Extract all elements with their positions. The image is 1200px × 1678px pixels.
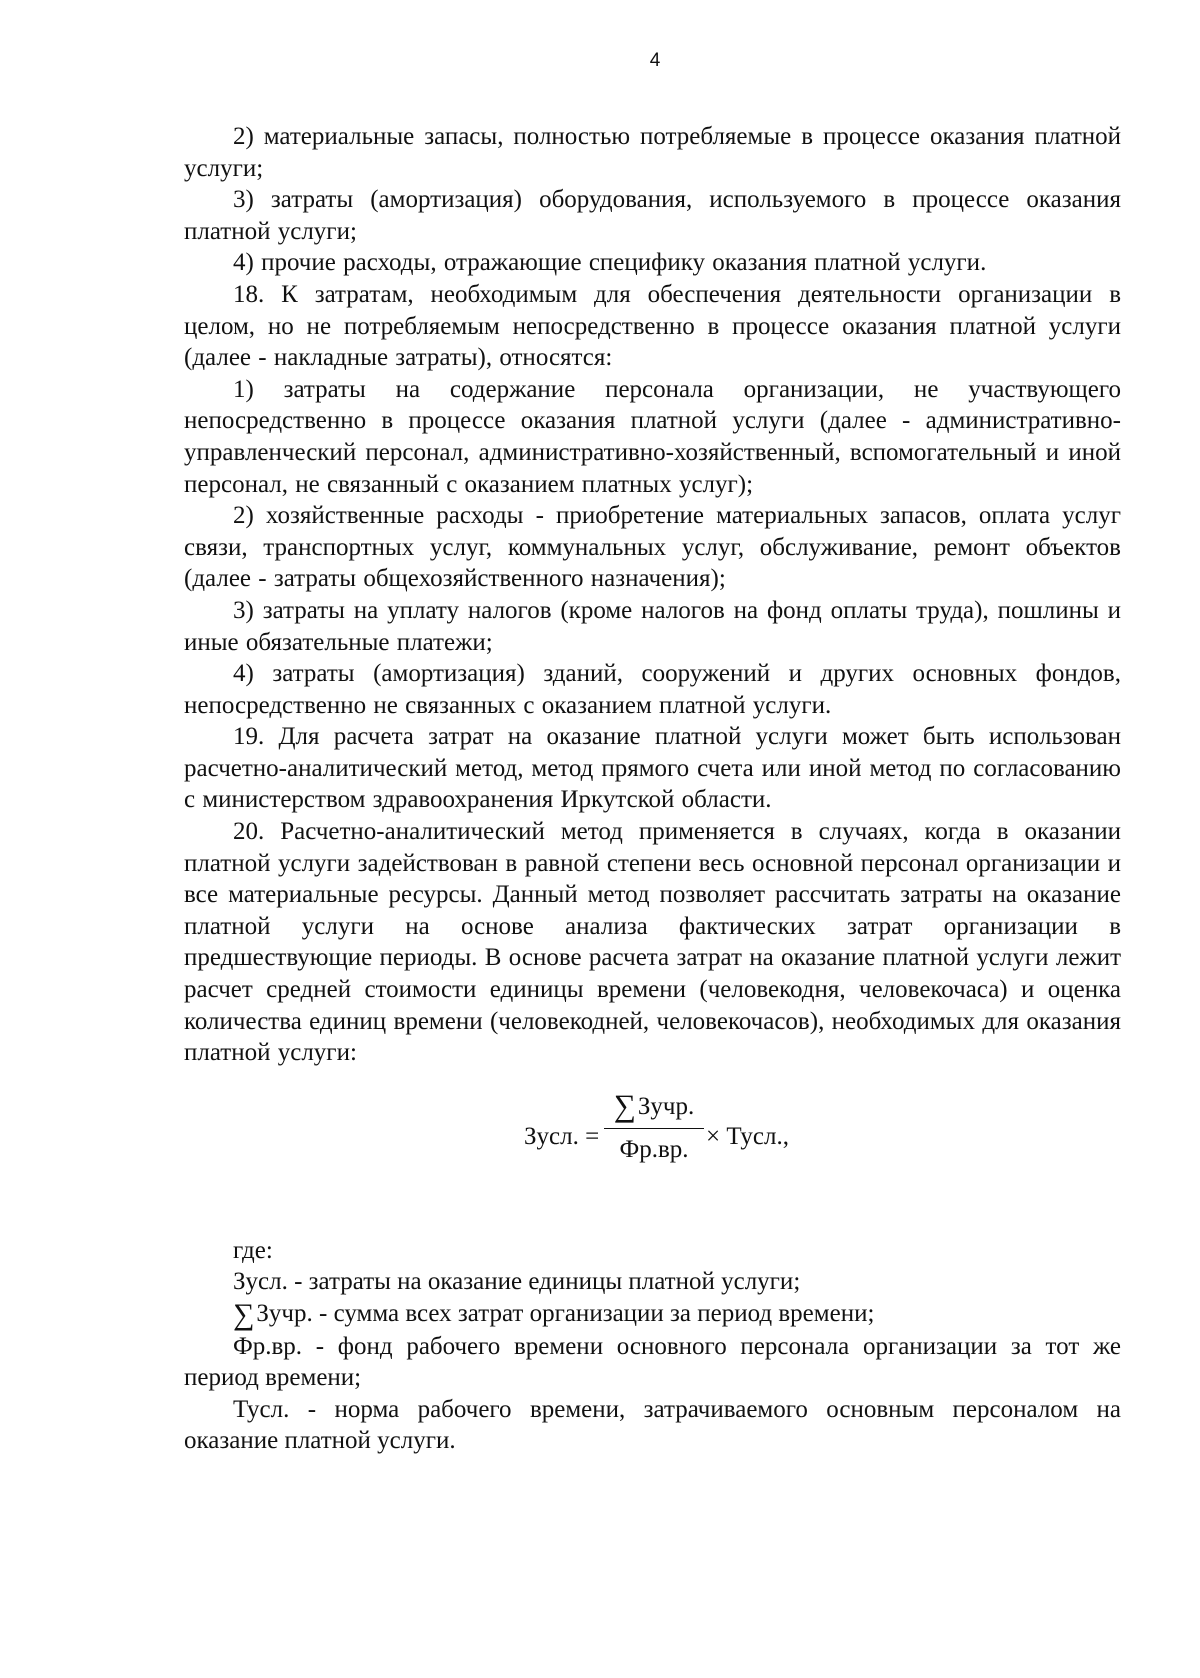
definition-symbol: Зусл. [233,1268,288,1296]
definition-zusl [184,1266,1121,1298]
paragraph-item-3-equipment: 3) затраты (амортизация) оборудования, используемого в процессе оказания платной услуги; [184,186,1121,245]
paragraph-item-2-materials: 2) материальные запасы, полностью потребляемые в процессе оказания платной услуги; [184,123,1121,182]
fraction-bar [604,1128,704,1129]
formula-denominator: Фр.вр. [619,1135,689,1163]
paragraph-18-overhead: 18. К затратам, необходимым для обеспечения деятельности организации в целом, но не потребляемым непосредственно в процессе оказания платной услуги (далее - накладные затраты), относятся: [184,280,1121,372]
sigma-icon: ∑ [613,1087,636,1123]
definition-symbol: Зучр. [256,1300,313,1327]
paragraph-overhead-item-3: 3) затраты на уплату налогов (кроме налогов на фонд оплаты труда), пошлины и иные обязательные платежи; [184,596,1121,656]
definition-symbol: Фр.вр. [233,1332,303,1360]
page-number: 4 [649,50,661,71]
formula-numerator [604,1087,704,1126]
formula-numerator-text: Зучр. [637,1092,695,1120]
formula-lhs: Зусл. = [524,1122,600,1150]
definition-text: - сумма всех затрат организации за период времени; [312,1300,875,1327]
definitions-intro: где: [233,1236,273,1264]
definition-frvr [184,1331,1121,1394]
paragraph-overhead-item-4: 4) затраты (амортизация) зданий, сооружений и других основных фондов, непосредственно не связанных с оказанием платной услуги. [184,660,1121,719]
cost-formula [184,1087,1121,1215]
definition-zuchr [184,1298,1121,1331]
paragraph-20-analytic-method: 20. Расчетно-аналитический метод применяется в случаях, когда в оказании платной услуги задействован в равной степени весь основной персонал организации и все материальные ресурсы. Данный метод позволяет рассчитать затраты на оказание платной услуги на основе анализа фактических затрат организации в предшествующие периоды. В основе расчета затрат на оказание платной услуги лежит расчет средней стоимости единицы времени (человекодня, человекочаса) и оценка количества единиц времени (человекодней, человекочасов), необходимых для оказания платной услуги: [184,818,1121,1067]
definition-text: - фонд рабочего времени основного персонала организации за тот же период времени; [184,1332,1121,1392]
definition-symbol: Тусл. [233,1395,290,1423]
paragraph-item-4-other-expenses: 4) прочие расходы, отражающие специфику оказания платной услуги. [233,249,987,277]
paragraph-19-methods: 19. Для расчета затрат на оказание платной услуги может быть использован расчетно-аналитический метод, метод прямого счета или иной метод по согласованию с министерством здравоохранения Иркутской области. [184,723,1121,814]
paragraph-overhead-item-1: 1) затраты на содержание персонала организации, не участвующего непосредственно в процессе оказания платной услуги (далее - административно-управленческий персонал, административно-хозяйственный, вспомогательный и иной персонал, не связанный с оказанием платных услуг); [184,375,1121,498]
formula-rhs: × Тусл., [706,1122,789,1150]
definition-text: - норма рабочего времени, затрачиваемого основным персоналом на оказание платной услуги. [184,1395,1121,1455]
sigma-icon: ∑ [233,1298,255,1331]
definition-tusl [184,1394,1121,1457]
document-body [184,121,1121,1457]
paragraph-overhead-item-2: 2) хозяйственные расходы - приобретение материальных запасов, оплата услуг связи, транспортных услуг, коммунальных услуг, обслуживание, ремонт объектов (далее - затраты общехозяйственного назначения); [184,502,1121,593]
formula-fraction [604,1087,704,1167]
definition-text: - затраты на оказание единицы платной услуги; [287,1268,801,1296]
